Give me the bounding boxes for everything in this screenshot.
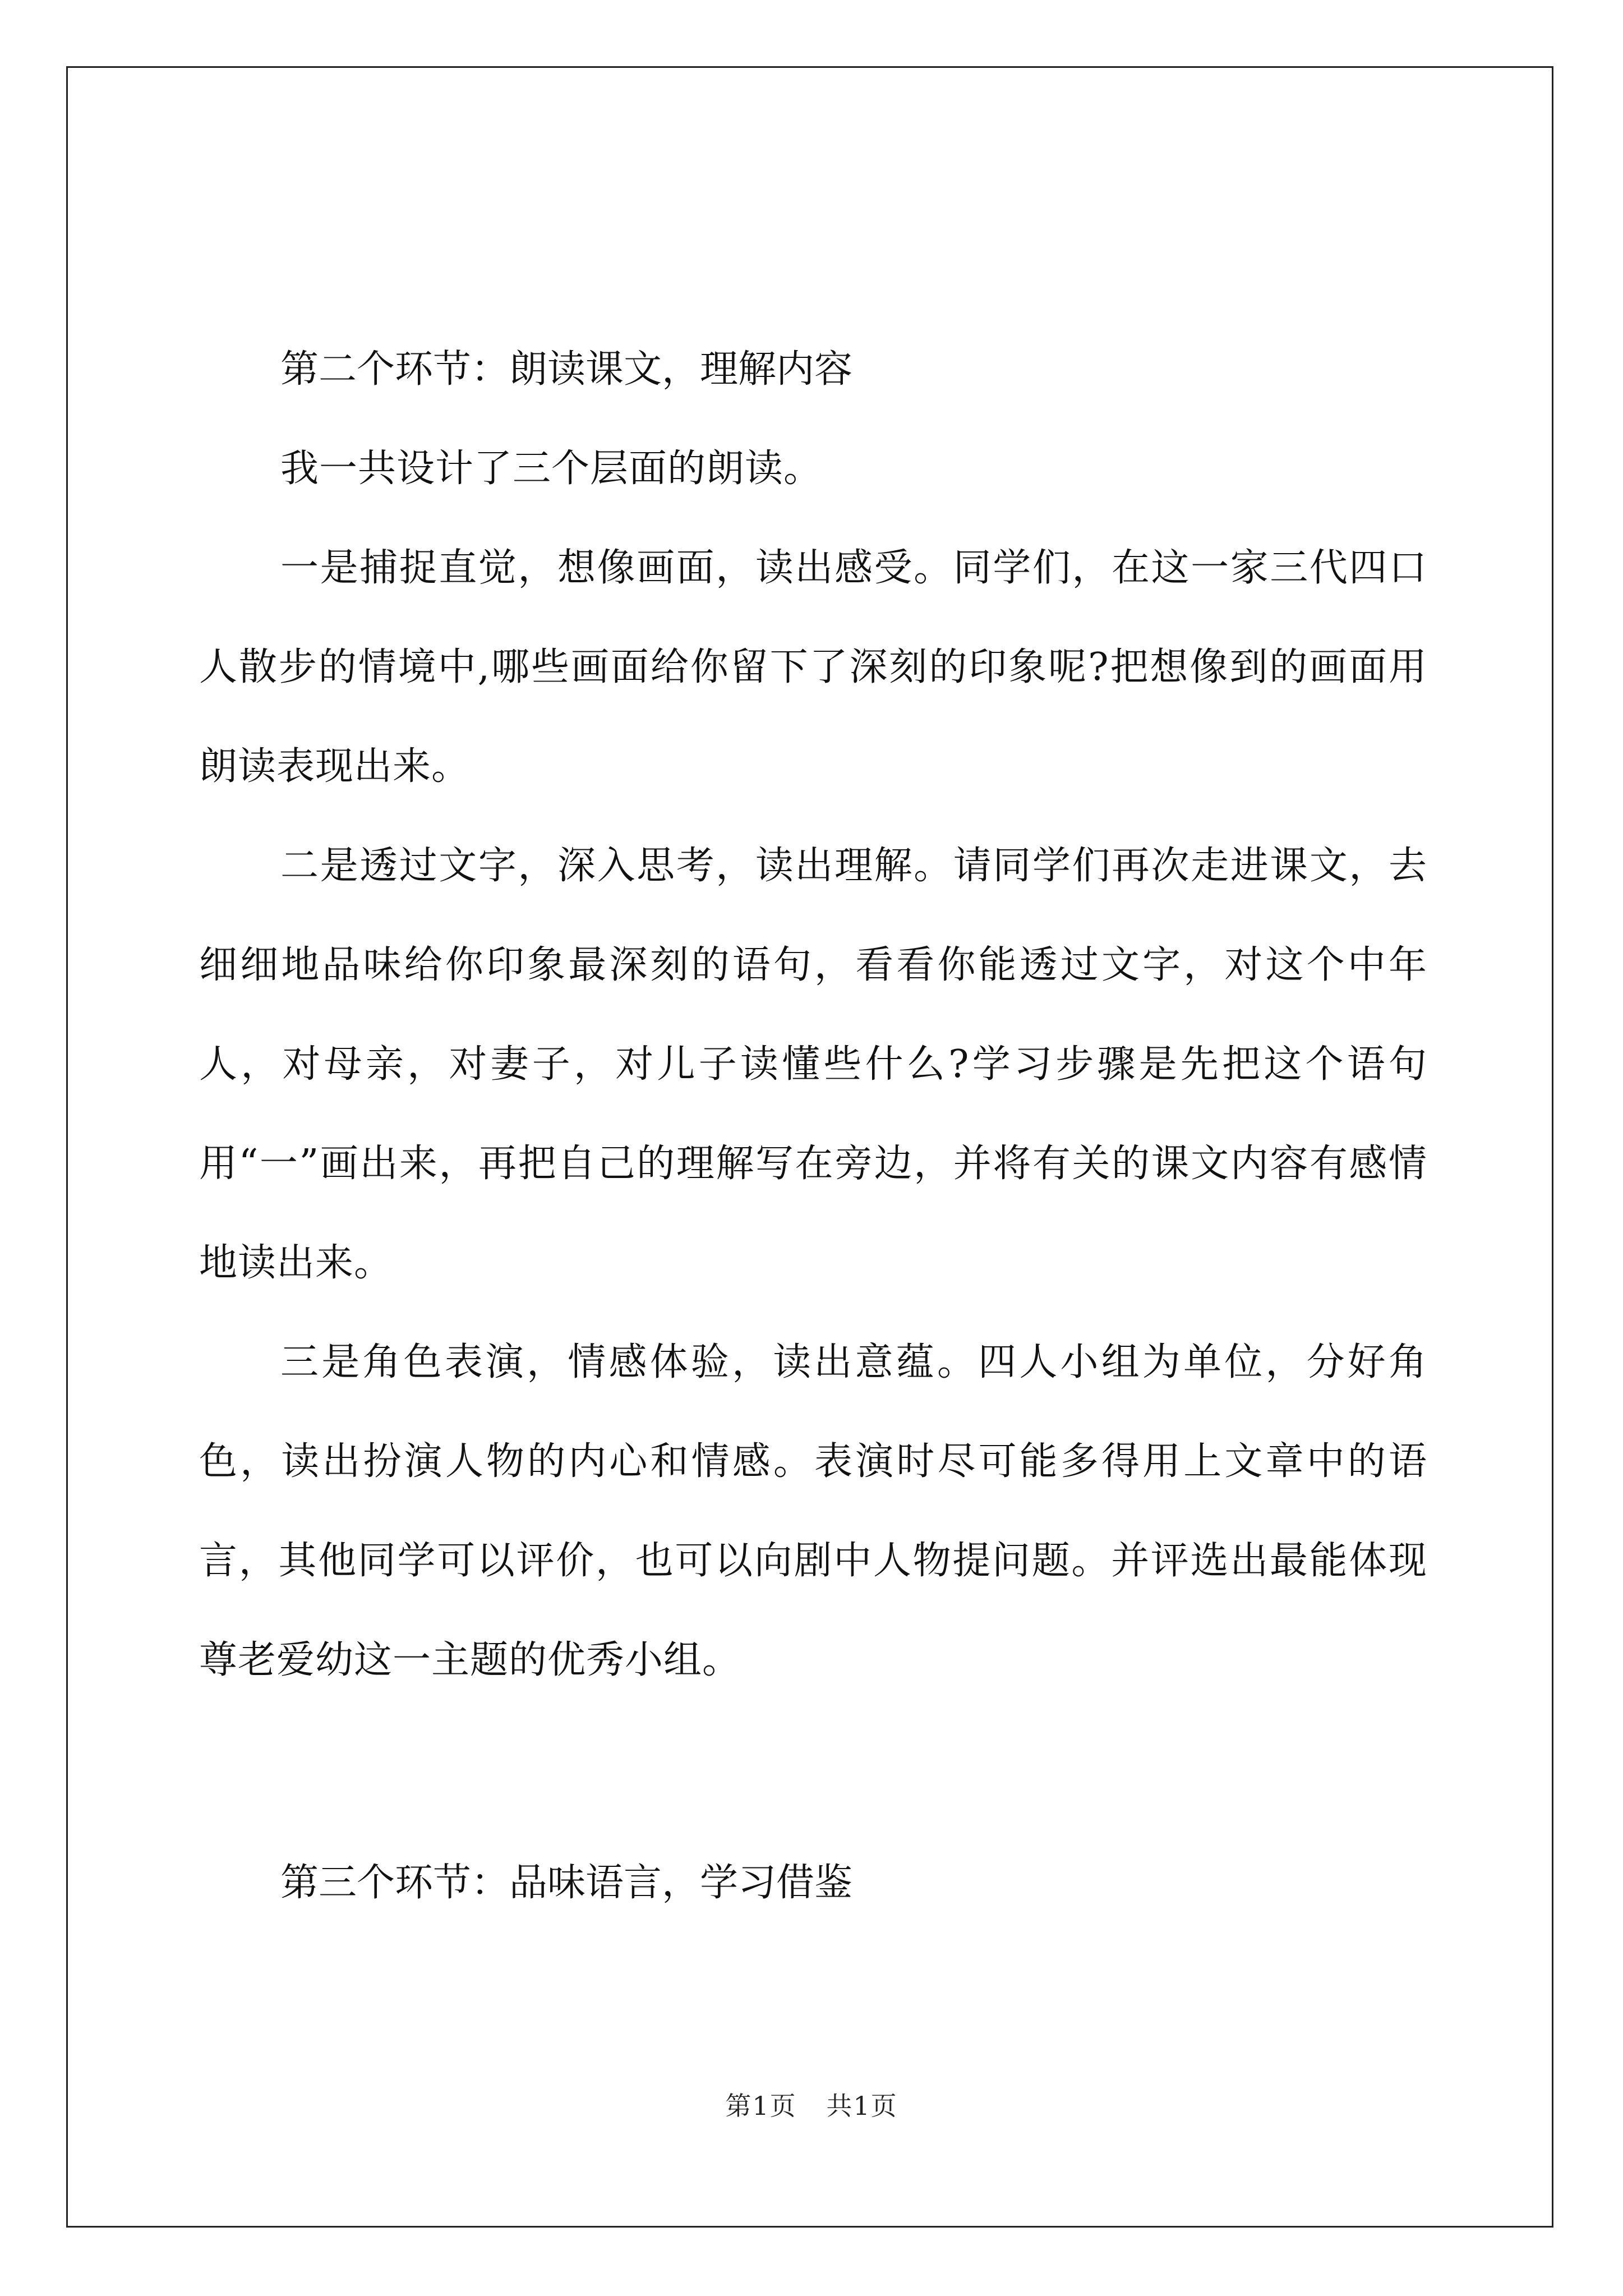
document-body — [199, 320, 1427, 1932]
paragraph-2: 二是透过文字，深入思考，读出理解。请同学们再次走进课文，去细细地品味给你印象最深刻的语句，看看你能透过文字，对这个中年人，对母亲，对妻子，对儿子读懂些什么?学习步骤是先把这个语句用“一”画出来，再把自己的理解写在旁边，并将有关的课文内容有感情地读出来。 — [199, 844, 1427, 1285]
page-footer — [0, 2086, 1623, 2123]
page-number: 第1页 — [725, 2091, 797, 2121]
paragraph-1: 一是捕捉直觉，想像画面，读出感受。同学们，在这一家三代四口人散步的情境中,哪些画面给你留下了深刻的印象呢?把想像到的画面用朗读表现出来。 — [199, 546, 1427, 789]
paragraph-3: 三是角色表演，情感体验，读出意蕴。四人小组为单位，分好角色，读出扮演人物的内心和情感。表演时尽可能多得用上文章中的语言，其他同学可以评价，也可以向剧中人物提问题。并评选出最能体现尊老爱幼这一主题的优秀小组。 — [199, 1340, 1427, 1682]
intro-paragraph: 我一共设计了三个层面的朗读。 — [280, 447, 823, 491]
page-total: 共1页 — [826, 2091, 898, 2121]
section-2-heading: 第二个环节：朗读课文，理解内容 — [280, 347, 853, 392]
section-3-heading: 第三个环节：品味语言，学习借鉴 — [280, 1861, 853, 1905]
